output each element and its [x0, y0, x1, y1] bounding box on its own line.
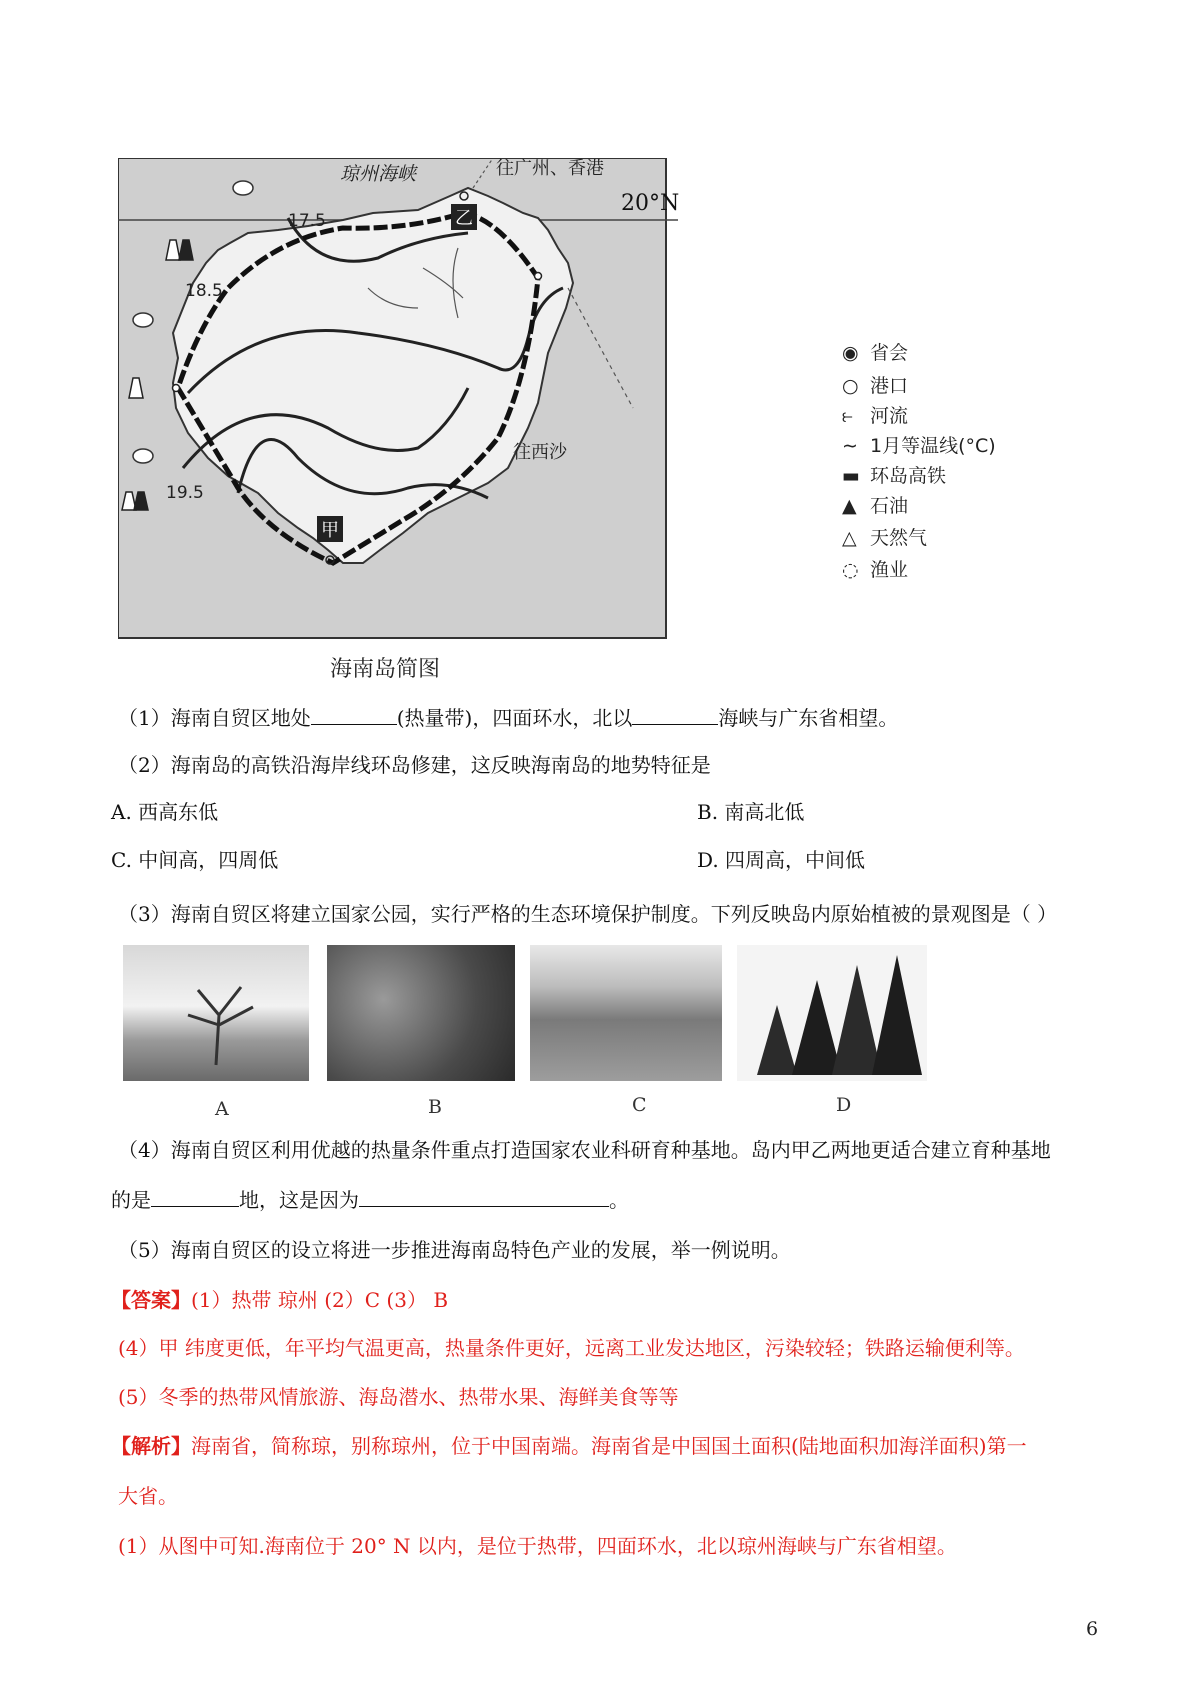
legend-capital: ◉ 省会 [842, 342, 909, 364]
legend-port: ○ 港口 [842, 375, 909, 397]
hainan-map-figure [118, 158, 996, 643]
to-xisha-label: 往西沙 [513, 442, 567, 463]
hainan-map [118, 158, 928, 643]
to-gz-hk-label: 往广州、香港 [496, 158, 604, 179]
answer-line2: (4）甲 纬度更低，年平均气温更高，热量条件更好，远离工业发达地区，污染较轻；铁路运输便利等。 [118, 1336, 1025, 1360]
conifer-icon [737, 945, 927, 1081]
legend-oil: ▲ 石油 [842, 495, 909, 517]
option-b[interactable]: B. 南高北低 [697, 800, 805, 824]
photo-b[interactable] [327, 945, 515, 1081]
analysis-line2: 大省。 [118, 1484, 178, 1508]
answer-line3: (5）冬季的热带风情旅游、海岛潜水、热带水果、海鲜美食等等 [118, 1385, 679, 1409]
high-speed-rail-icon: ▬ [842, 465, 860, 487]
port-icon [173, 385, 180, 392]
iso-19-5-label: 19.5 [166, 483, 204, 503]
analysis-line3: (1）从图中可知.海南位于 20° N 以内，是位于热带，四面环水，北以琼州海峡与广东省相望。 [118, 1534, 957, 1558]
map-caption: 海南岛简图 [330, 657, 441, 682]
option-c[interactable]: C. 中间高，四周低 [111, 848, 279, 872]
lat-label: 20°N [621, 191, 680, 216]
answer-blank[interactable] [632, 706, 718, 725]
question-3: （3）海南自贸区将建立国家公园，实行严格的生态环境保护制度。下列反映岛内原始植被的景观图是（ ） [118, 902, 1058, 926]
question-5: （5）海南自贸区的设立将进一步推进海南岛特色产业的发展，举一例说明。 [118, 1238, 791, 1262]
iso-18-5-label: 18.5 [185, 281, 223, 301]
option-d[interactable]: D. 四周高，中间低 [697, 848, 866, 872]
iso-17-5-label: 17.5 [288, 211, 326, 231]
provincial-capital-icon: ◉ [842, 342, 859, 364]
river-icon: ⥼ [842, 405, 853, 427]
natural-gas-icon: △ [842, 527, 857, 549]
port-icon [535, 273, 542, 280]
question-4-line1: （4）海南自贸区利用优越的热量条件重点打造国家农业科研育种基地。岛内甲乙两地更适合建立育种基地 [118, 1138, 1051, 1162]
answer-blank[interactable] [151, 1188, 239, 1207]
photo-c[interactable] [530, 945, 722, 1081]
photo-b-label: B [428, 1096, 442, 1118]
photo-d[interactable] [737, 945, 927, 1081]
strait-label: 琼州海峡 [340, 163, 417, 185]
port-icon: ○ [842, 375, 859, 397]
photo-a-label: A [215, 1098, 229, 1120]
photo-c-label: C [632, 1094, 647, 1116]
legend-rail: ▬ 环岛高铁 [842, 465, 947, 487]
question-2: （2）海南岛的高铁沿海岸线环岛修建，这反映海南岛的地势特征是 [118, 753, 711, 777]
answer-blank[interactable] [359, 1188, 609, 1207]
option-a[interactable]: A. 西高东低 [111, 800, 219, 824]
legend-fishery: ◌ 渔业 [842, 559, 909, 581]
page-number: 6 [1086, 1618, 1099, 1640]
city-yi-label: 乙 [455, 208, 473, 229]
analysis-line1: 【解析】海南省，简称琼，别称琼州，位于中国南端。海南省是中国国土面积(陆地面积加海洋面积)第一 [111, 1434, 1027, 1458]
photo-a[interactable] [123, 945, 309, 1081]
answer-blank[interactable] [311, 706, 397, 725]
legend-gas: △ 天然气 [842, 527, 928, 549]
question-1: （1）海南自贸区地处 (热量带)，四面环水，北以 海峡与广东省相望。 [118, 706, 899, 730]
legend-river: ⥼ 河流 [842, 405, 909, 427]
fishery-icon: ◌ [842, 559, 859, 581]
analysis-tag: 【解析】 [111, 1434, 191, 1458]
oil-icon: ▲ [842, 495, 857, 517]
photo-d-label: D [836, 1094, 852, 1116]
answer-tag: 【答案】 [111, 1288, 191, 1312]
answer-line1: 【答案】(1）热带 琼州 (2）C (3） B [111, 1288, 449, 1312]
city-jia-label: 甲 [321, 520, 339, 541]
isotherm-icon: ∼ [842, 435, 858, 457]
legend-isotherm: ∼ 1月等温线(°C) [842, 435, 996, 457]
question-4-line2: 的是 地，这是因为 。 [111, 1188, 629, 1212]
tree-icon [123, 945, 309, 1081]
